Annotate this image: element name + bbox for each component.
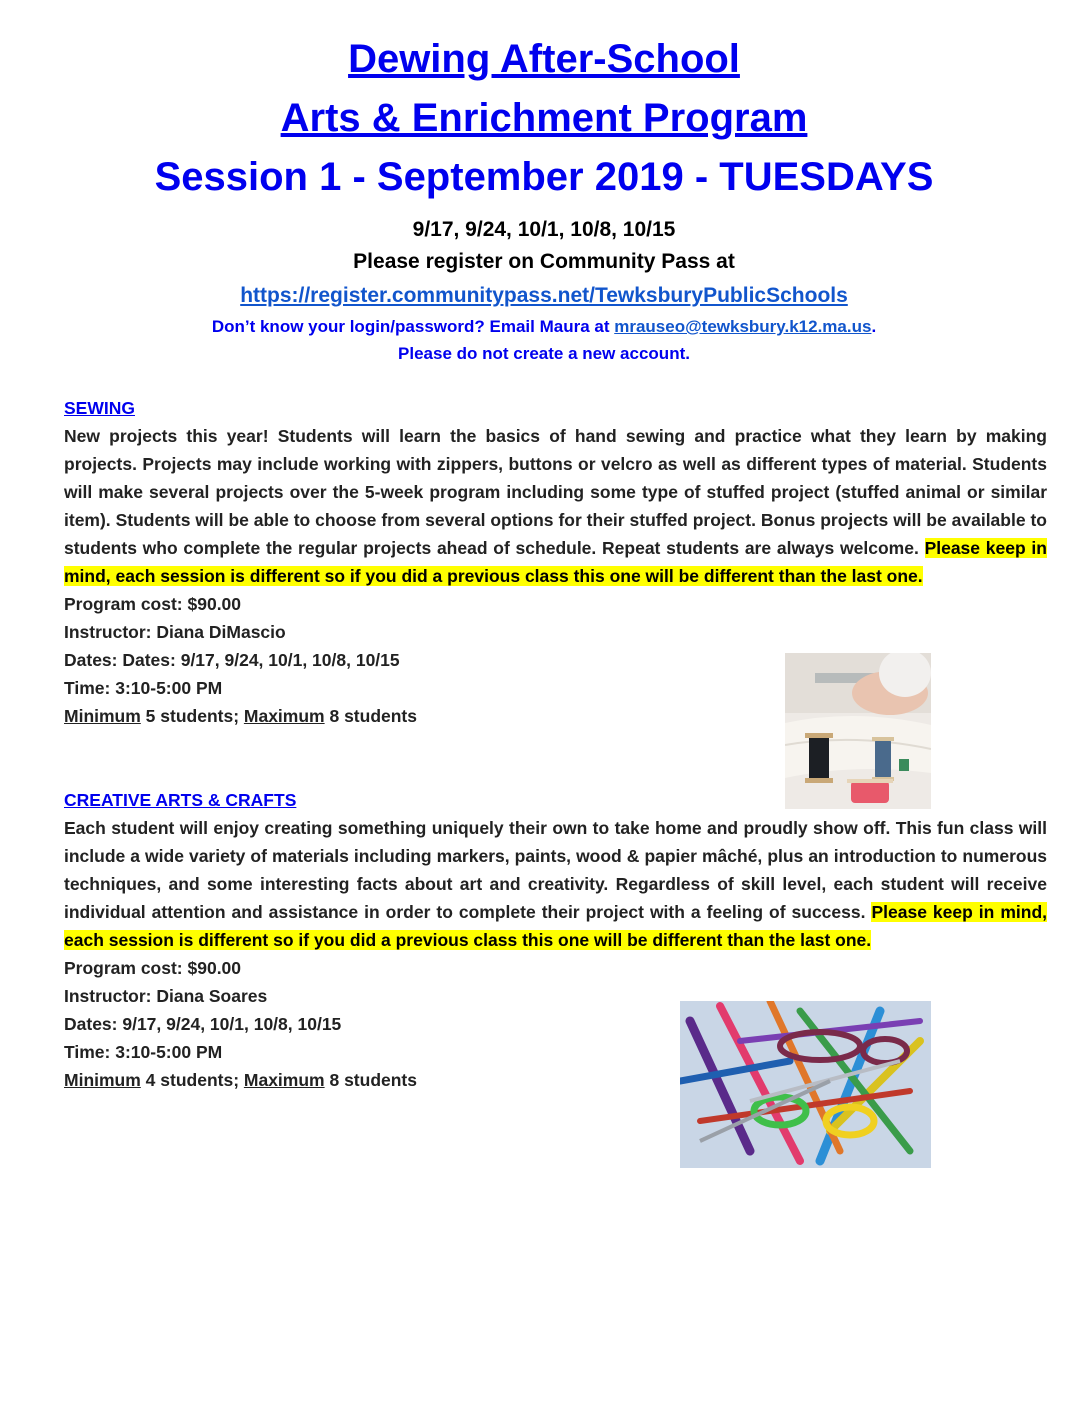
sewing-title[interactable]: SEWING — [64, 398, 135, 418]
crafts-instructor: Instructor: Diana Soares — [64, 986, 268, 1006]
sewing-dates: Dates: Dates: 9/17, 9/24, 10/1, 10/8, 10/15 — [64, 650, 400, 670]
title-line-1[interactable]: Dewing After-School — [348, 37, 740, 81]
sewing-min-label: Minimum — [64, 706, 141, 726]
session-dates: 9/17, 9/24, 10/1, 10/8, 10/15 — [412, 218, 676, 241]
sewing-instructor: Instructor: Diana DiMascio — [64, 622, 286, 642]
crafts-dates: Dates: 9/17, 9/24, 10/1, 10/8, 10/15 — [64, 1014, 342, 1034]
title-line-2[interactable]: Arts & Enrichment Program — [280, 96, 808, 140]
crafts-min-label: Minimum — [64, 1070, 141, 1090]
login-help-prefix: Don’t know your login/password? Email Maura at — [211, 317, 615, 336]
crafts-min-text: 4 students; — [140, 1070, 244, 1090]
login-help-suffix: . — [871, 317, 877, 336]
sewing-description — [64, 422, 1047, 590]
crafts-max-text: 8 students — [324, 1070, 417, 1090]
crafts-photo-image — [680, 1001, 931, 1168]
crafts-description-text: Each student will enjoy creating something uniquely their own to take home and proudly show off. This fun class will include a wide variety of materials including markers, paints, wood & papier mâché, plus an introduction to numerous techniques, and some interesting facts about art and creativity. Regardless of skill level, each student will receive individual attention and assistance in order to complete their project with a feeling of success. — [64, 818, 1047, 922]
sewing-highlight-note: Please keep in mind, each session is different so if you did a previous class this one will be different than the last one. — [64, 538, 1047, 586]
crafts-photo — [680, 1001, 931, 1168]
crafts-title[interactable]: CREATIVE ARTS & CRAFTS — [64, 790, 297, 810]
sewing-description-text: New projects this year! Students will learn the basics of hand sewing and practice what they learn by making projects. Projects may include working with zippers, buttons or velcro as well as different types of material. Students will make several projects over the 5-week program including some type of stuffed project (stuffed animal or similar item). Students will be able to choose from several options for their stuffed project. Bonus projects will be available to students who complete the regular projects ahead of schedule. Repeat students are always welcome. — [64, 426, 1047, 558]
crafts-max-label: Maximum — [243, 1070, 325, 1090]
title-line-3: Session 1 - September 2019 - TUESDAYS — [154, 155, 934, 199]
email-link[interactable]: mrauseo@tewksbury.k12.ma.us — [614, 317, 872, 336]
crafts-highlight-note: Please keep in mind, each session is different so if you did a previous class this one will be different than the last one. — [64, 902, 1047, 950]
login-help-text — [0, 313, 1088, 340]
sewing-max-text: 8 students — [324, 706, 417, 726]
sewing-time: Time: 3:10-5:00 PM — [64, 678, 223, 698]
crafts-time: Time: 3:10-5:00 PM — [64, 1042, 223, 1062]
sewing-cost: Program cost: $90.00 — [64, 594, 242, 614]
crafts-cost: Program cost: $90.00 — [64, 958, 242, 978]
register-instructions: Please register on Community Pass at — [353, 250, 735, 273]
sewing-min-text: 5 students; — [140, 706, 244, 726]
page-header — [0, 0, 1088, 367]
no-new-account-note: Please do not create a new account. — [398, 344, 690, 363]
crafts-description — [64, 814, 1047, 954]
sewing-max-label: Maximum — [243, 706, 325, 726]
register-link[interactable]: https://register.communitypass.net/TewksburyPublicSchools — [240, 284, 848, 307]
